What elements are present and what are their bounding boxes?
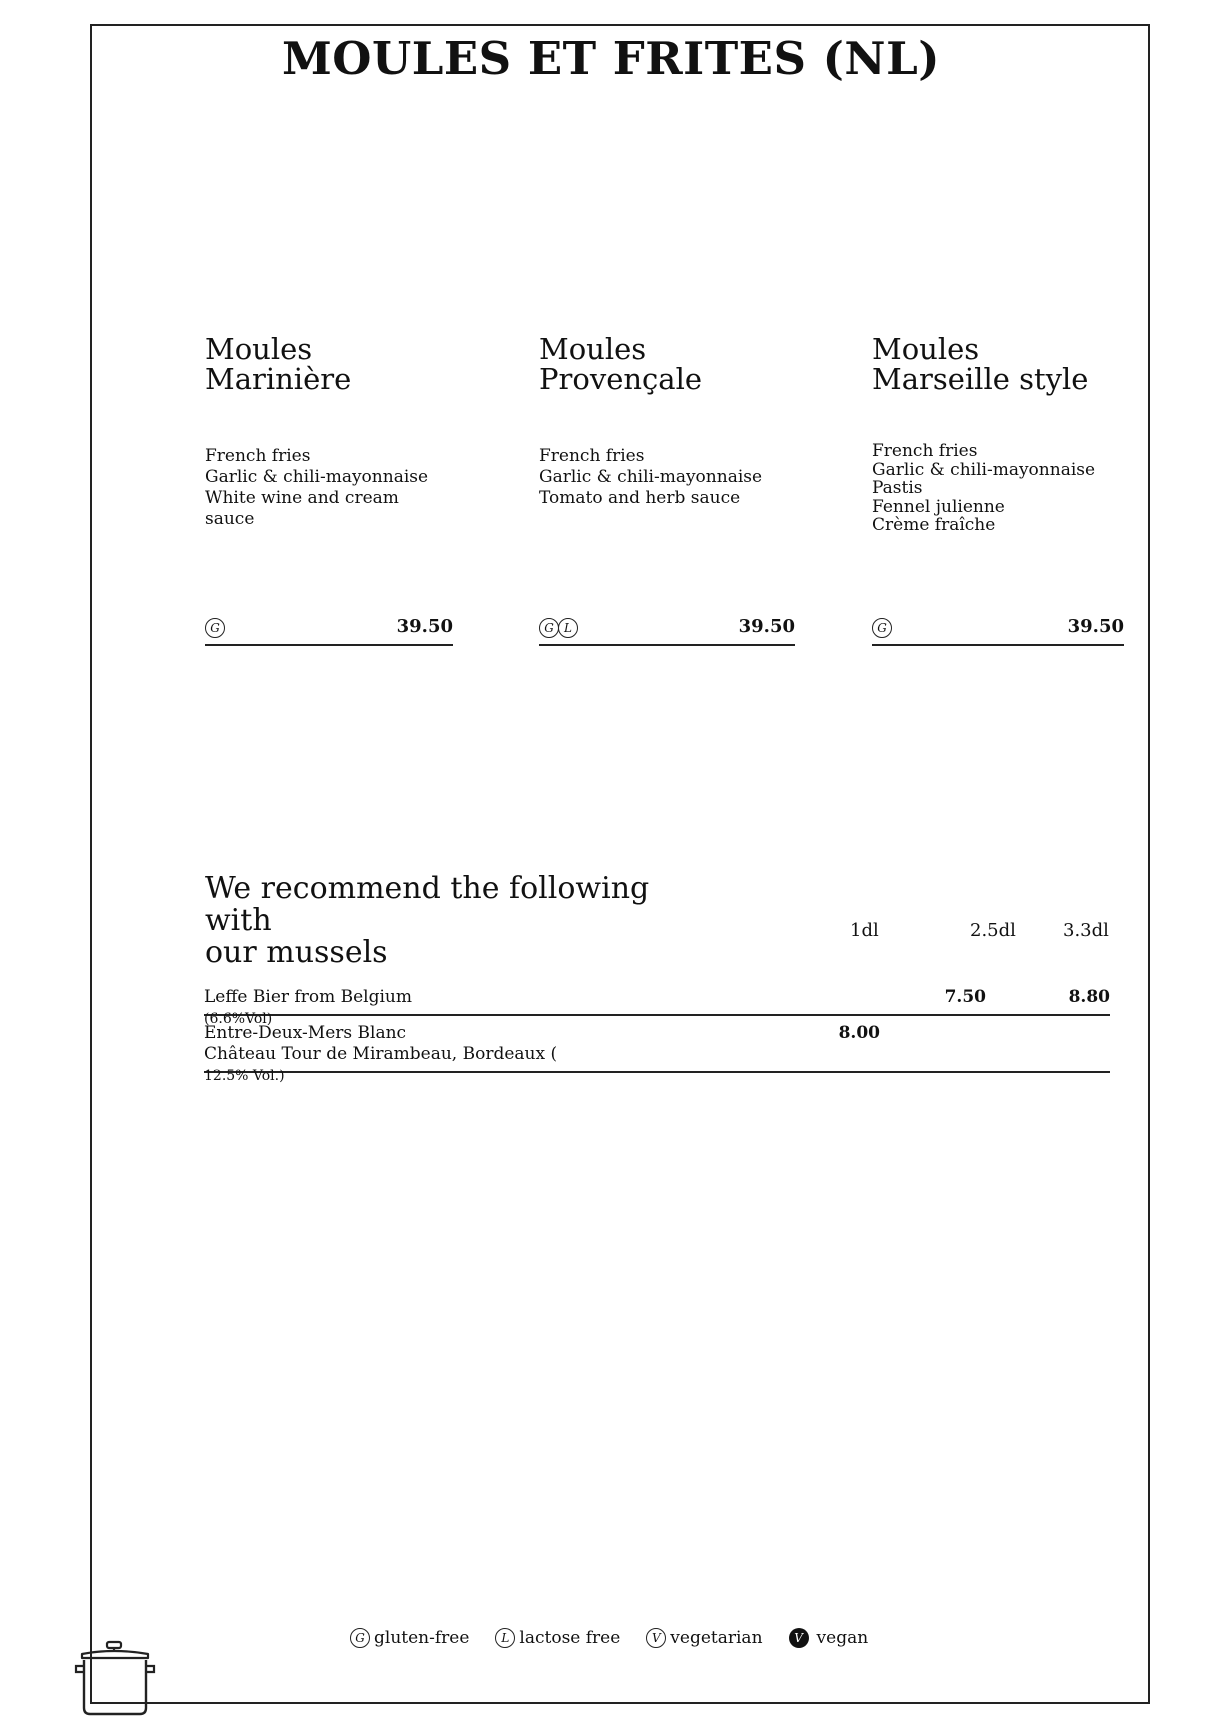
legend-label: vegetarian — [670, 1628, 763, 1648]
page-frame — [90, 24, 1150, 1704]
dish-name-line2: Provençale — [539, 362, 703, 396]
drink-note: 12.5% Vol.) — [204, 1068, 285, 1084]
allergen-list — [205, 617, 224, 638]
ingredient: French fries — [872, 441, 978, 461]
drink-name — [204, 1023, 1110, 1087]
ingredient: Pastis — [872, 478, 923, 498]
legend-label: lactose free — [519, 1628, 621, 1648]
dish-price: 39.50 — [396, 616, 453, 637]
size-header-2-5dl: 2.5dl — [970, 920, 1016, 941]
dish-name — [872, 334, 1124, 394]
drink-price-1dl: 8.00 — [838, 1023, 880, 1043]
dish-name-line2: Marinière — [205, 362, 352, 396]
allergen-legend — [350, 1628, 868, 1648]
price-row — [872, 616, 1124, 646]
price-row — [539, 616, 795, 646]
ingredient-list — [205, 446, 453, 530]
dish-price: 39.50 — [738, 616, 795, 637]
drink-row-leffe — [204, 987, 1110, 1027]
legend-gluten-free — [350, 1628, 469, 1648]
lactose-free-icon: L — [558, 618, 578, 638]
size-header-3-3dl: 3.3dl — [1063, 920, 1109, 941]
drink-row-entre-deux-mers — [204, 1023, 1110, 1084]
dish-name-line1: Moules — [872, 332, 980, 366]
ingredient: Garlic & chili-mayonnaise — [205, 467, 429, 487]
ingredient: French fries — [539, 446, 645, 466]
legend-vegetarian — [646, 1628, 762, 1648]
vegetarian-icon: V — [646, 1628, 666, 1648]
legend-vegan — [789, 1628, 869, 1648]
gluten-free-icon: G — [350, 1628, 370, 1648]
ingredient: Garlic & chili-mayonnaise — [872, 459, 1096, 480]
ingredient: Tomato and herb sauce — [539, 488, 741, 508]
cooking-pot-icon — [74, 1638, 156, 1718]
allergen-list — [539, 617, 577, 638]
drink-note: (6.6%Vol) — [204, 1011, 273, 1027]
dish-provençale — [539, 332, 795, 637]
dish-name — [539, 334, 795, 394]
legend-label: gluten-free — [374, 1628, 470, 1648]
ingredient: Garlic & chili-mayonnaise — [539, 467, 763, 487]
legend-label: vegan — [816, 1628, 869, 1648]
ingredient-list — [872, 442, 1095, 535]
ingredient: Fennel julienne — [872, 496, 1005, 517]
dish-name-line1: Moules — [539, 332, 647, 366]
price-row — [205, 616, 453, 646]
dish-marinière — [205, 332, 453, 637]
recommend-heading-line2: our mussels — [205, 935, 388, 970]
ingredient: French fries — [205, 446, 311, 466]
dish-marseille — [872, 332, 1124, 637]
legend-lactose-free — [495, 1628, 620, 1648]
drink-name-line1: Entre-Deux-Mers Blanc — [204, 1023, 407, 1043]
page-title: MOULES ET FRITES (NL) — [281, 32, 940, 85]
drink-name-text: Leffe Bier from Belgium — [204, 987, 412, 1007]
dish-name-line2: Marseille style — [872, 362, 1089, 396]
recommend-heading-line1: We recommend the following with — [205, 871, 650, 938]
size-header-1dl: 1dl — [850, 920, 879, 941]
lactose-free-icon: L — [495, 1628, 515, 1648]
gluten-free-icon: G — [872, 618, 892, 638]
ingredient: White wine and cream sauce — [205, 488, 399, 529]
ingredient: Crème fraîche — [872, 515, 996, 535]
drink-name-line2: Château Tour de Mirambeau, Bordeaux ( — [204, 1044, 558, 1064]
allergen-list — [872, 617, 891, 638]
dish-price: 39.50 — [1067, 616, 1124, 637]
drink-price-3-3dl: 8.80 — [1068, 987, 1110, 1007]
recommend-heading — [205, 873, 725, 969]
gluten-free-icon: G — [539, 618, 559, 638]
ingredient-list — [539, 446, 762, 509]
dish-name — [205, 334, 453, 394]
gluten-free-icon: G — [205, 618, 225, 638]
vegan-icon: V — [789, 1628, 809, 1648]
dish-name-line1: Moules — [205, 332, 313, 366]
drink-price-2-5dl: 7.50 — [944, 987, 986, 1007]
